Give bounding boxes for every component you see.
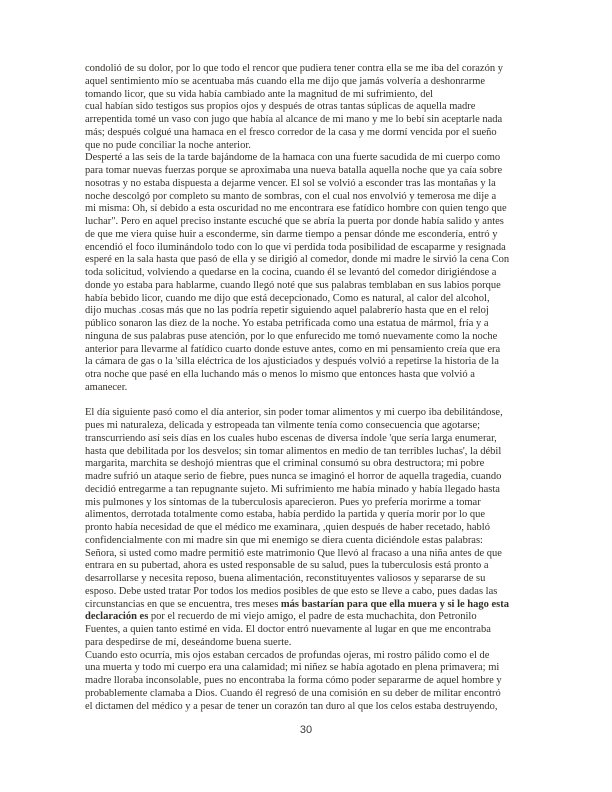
text-line: mis pulmones y los síntomas de la tuberculosis aparecieron. Pues yo prefería morirme a tomar <box>85 496 481 508</box>
text-line: dijo muchas .cosas más que no las podría repetir siguiendo aquel palabrerío hasta que en el reloj <box>85 305 489 317</box>
text-line: tomando licor, que su vida había cambiado ante la magnitud de mi sufrimiento, del <box>85 88 434 100</box>
text-line: pronto había necesidad de que el médico me examinara, ,quien después de haber recetado, habló <box>85 522 490 533</box>
text-line: anterior para llevarme al fatídico cuarto donde estuve antes, como en mi pensamiento creía que era <box>85 343 501 355</box>
bold-run: más bastarían para que ella muera y si le hago esta <box>280 598 509 610</box>
text-line: cual habían sido testigos sus propios ojos y después de otras tantas súplicas de aquella madre <box>85 101 476 113</box>
text-line: Cuando esto ocurría, mis ojos estaban cercados de profundas ojeras, mi rostro pálido como el de <box>85 649 490 661</box>
text-run: por el recuerdo de mi viejo amigo, el padre de esta muchachita, don Petronilo <box>148 611 477 623</box>
text-line: probablemente clamaba a Dios. Cuando él regresó de una comisión en su deber de militar encontró <box>85 687 501 699</box>
text-line: más; después colgué una hamaca en el fresco corredor de la casa y me dormí vencida por el sueño <box>85 126 497 138</box>
text-line: noche descolgó por completo su manto de sombras, con el cual nos envolvió y temerosa me dije a <box>85 190 497 202</box>
text-line: Fuentes, a quien tanto estimé en vida. El doctor entró nuevamente al lugar en que me encontraba <box>85 624 491 635</box>
text-line: para despedirse de mí, deseándome buena suerte. <box>85 636 292 648</box>
text-line: nosotras y no estaba dispuesta a dejarme vencer. El sol se volvió a esconder tras las montañas y la <box>85 177 496 189</box>
text-line: luchar". Pero en aquel preciso instante escuché que se abría la puerta por donde había salido y antes <box>85 216 504 227</box>
text-run: circunstancias en que se encuentra, tres meses <box>85 598 281 610</box>
text-line: la cámara de gas o la 'silla eléctrica de los ajusticiados y después volvió a repetirse la historia de la <box>85 356 499 368</box>
text-line: una muerta y todo mi cuerpo era una calamidad; mi niñez se había agotado en plena primavera; mi <box>85 662 500 674</box>
text-line: encendió el foco iluminándolo todo con lo que vi perdida toda posibilidad de escaparme y resignada <box>85 241 506 253</box>
text-line: Señora, si usted como madre permitió este matrimonio Que llevó al fracaso a una niña antes de que <box>85 547 502 559</box>
text-line: aquel sentimiento mío se acentuaba más cuando ella me dijo que jamás volvería a deshonrarme <box>85 75 486 87</box>
text-line: mi misma: Oh, sí debido a esta oscuridad no me encontrara ese fatídico hombre con quien tengo que <box>85 203 507 215</box>
text-line: margarita, marchita se deshojó mientras que el criminal consumó su obra destructora; mi pobre <box>85 458 485 470</box>
text-line: pues mi naturaleza, delicada y estropeada tan vilmente tenía como consecuencia que agotarse; <box>85 420 481 431</box>
text-line: donde yo estaba para hablarme, cuando llegó noté que sus palabras temblaban en sus labios porque <box>85 279 501 291</box>
text-line: entrara en su pubertad, ahora es usted responsable de su salud, pues la tuberculosis está pronto a <box>85 560 489 572</box>
text-line: transcurriendo así seis días en los cuales hubo escenas de diversa índole 'que sería larga enumerar, <box>85 432 497 444</box>
text-line: público sonaron las diez de la noche. Yo estaba petrificada como una estatua de mármol, fría y a <box>85 318 489 329</box>
text-line: ninguna de sus palabras puse atención, por lo que enfurecido me tomó nuevamente como la noche <box>85 330 498 342</box>
text-line: confidencialmente con mi madre sin que mi enemigo se diera cuenta diciéndole estas palabras: <box>85 534 483 546</box>
text-line: madre sufrió un ataque serio de fiebre, pues nunca se imaginó el horror de aquella tragedia, cuando <box>85 471 502 482</box>
text-line: había bebido licor, cuando me dijo que está decepcionado, Como es natural, al calor del alcohol, <box>85 292 490 304</box>
text-line <box>85 611 541 624</box>
text-line: Desperté a las seis de la tarde bajándome de la hamaca con una fuerte sacudida de mi cuerpo como <box>85 152 501 164</box>
text-line: de que me viera quise huir a esconderme, sin darme tiempo a pensar dónde me escondería, entró y <box>85 228 498 240</box>
paragraph <box>85 407 541 713</box>
page-number: 30 <box>299 724 313 736</box>
text-line: esperé en la sala hasta que pasó de ella y se dirigió al comedor, donde mi madre le sirvió la cena Con <box>85 254 510 266</box>
text-line: toda solicitud, volviendo a quedarse en la cocina, cuando él se levantó del comedor dirigiéndose a <box>85 267 497 278</box>
text-line: para tomar nuevas fuerzas porque se aproximaba una nueva batalla aquella noche que ya caía sobre <box>85 165 503 176</box>
text-line: otra noche que pasé en ella luchando más o menos lo mismo que entonces hasta que volvió a <box>85 369 475 380</box>
text-line: el dictamen del médico y a pesar de tener un corazón tan duro al que los celos estaba destruyendo, <box>85 700 498 712</box>
text-line <box>85 599 541 612</box>
text-line: arrepentida tomé un vaso con jugo que había al alcance de mi mano y me lo bebí sin aceptarle nada <box>85 114 503 125</box>
text-line: decidió entregarme a tan repugnante sujeto. Mi sufrimiento me había minado y había llegado hasta <box>85 483 500 495</box>
text-line: que no pude conciliar la noche anterior. <box>85 139 251 151</box>
text-line: esposo. Debe usted tratar Por todos los medios posibles de que esto se lleve a cabo, pues dadas las <box>85 585 498 597</box>
text-line: condolió de su dolor, por lo que todo el rencor que pudiera tener contra ella se me iba del corazón y <box>85 63 503 74</box>
text-line: madre lloraba inconsolable, pues no encontraba la forma cómo poder separarme de aquel hombre y <box>85 675 502 686</box>
document-body <box>85 63 541 713</box>
text-line: hasta que debilitada por los desvelos; sin tomar alimentos en medio de tan terribles luchas', la débil <box>85 445 502 457</box>
text-line: amanecer. <box>85 381 128 393</box>
text-line: alimentos, derrotada totalmente como estaba, había perdido la partida y quería morir por lo que <box>85 509 486 521</box>
paragraph <box>85 63 541 395</box>
text-line: El día siguiente pasó como el día anterior, sin poder tomar alimentos y mi cuerpo iba debilitándose, <box>85 407 503 419</box>
text-line: desarrollarse y necesita reposo, buena alimentación, reconstituyentes valiosos y separarse de su <box>85 573 486 584</box>
bold-run: declaración es <box>85 611 149 623</box>
